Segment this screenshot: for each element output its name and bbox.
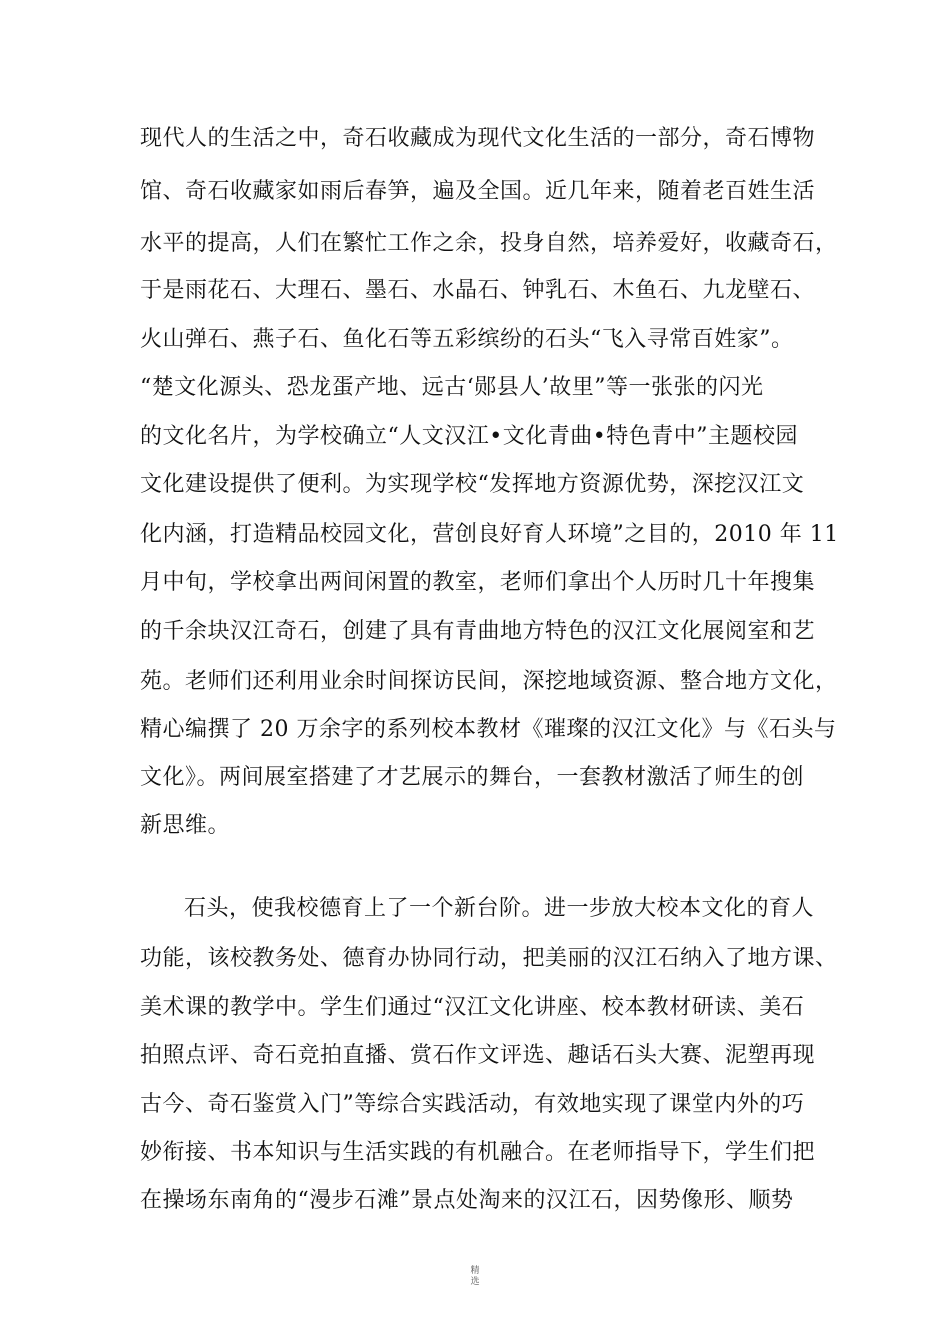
paragraph-line: 的文化名片，为学校确立“人文汉江•文化青曲•特色青中”主题校园 <box>140 424 798 449</box>
paragraph-line: 功能，该校教务处、德育办协同行动，把美丽的汉江石纳入了地方课、 <box>140 946 838 971</box>
paragraph-line: 在操场东南角的“漫步石滩”景点处淘来的汉江石，因势像形、顺势 <box>140 1188 794 1213</box>
paragraph-line: 的千余块汉江奇石，创建了具有青曲地方特色的汉江文化展阅室和艺 <box>140 619 816 644</box>
paragraph-line: “楚文化源头、恐龙蛋产地、远古‘郧县人’故里”等一张张的闪光 <box>140 375 764 400</box>
paragraph-line: 妙衔接、书本知识与生活实践的有机融合。在老师指导下，学生们把 <box>140 1140 816 1165</box>
footer-mark-line-2: 选 <box>470 1277 480 1287</box>
paragraph-line: 精心编撰了 20 万余字的系列校本教材《璀璨的汉江文化》与《石头与 <box>140 717 837 742</box>
paragraph-line: 月中旬，学校拿出两间闲置的教室，老师们拿出个人历时几十年搜集 <box>140 570 816 595</box>
paragraph-line: 美术课的教学中。学生们通过“汉江文化讲座、校本教材研读、美石 <box>140 995 805 1020</box>
paragraph-line: 现代人的生活之中，奇石收藏成为现代文化生活的一部分，奇石博物 <box>140 126 816 151</box>
paragraph-line: 于是雨花石、大理石、墨石、水晶石、钟乳石、木鱼石、九龙壁石、 <box>140 278 816 303</box>
footer-mark-line-1: 精 <box>470 1266 480 1276</box>
paragraph-line: 火山弹石、燕子石、鱼化石等五彩缤纷的石头“飞入寻常百姓家”。 <box>140 327 794 352</box>
paragraph-line: 新思维。 <box>140 813 231 838</box>
paragraph-line: 文化》。两间展室搭建了才艺展示的舞台，一套教材激活了师生的创 <box>140 765 805 790</box>
paragraph-line: 水平的提高，人们在繁忙工作之余，投身自然，培养爱好，收藏奇石， <box>140 231 838 256</box>
paragraph-line: 文化建设提供了便利。为实现学校“发挥地方资源优势，深挖汉江文 <box>140 472 805 497</box>
paragraph-line: 苑。老师们还利用业余时间探访民间，深挖地域资源、整合地方文化， <box>140 669 838 694</box>
paragraph-line: 石头，使我校德育上了一个新台阶。进一步放大校本文化的育人 <box>184 896 815 921</box>
paragraph-line: 古今、奇石鉴赏入门”等综合实践活动，有效地实现了课堂内外的巧 <box>140 1092 805 1117</box>
paragraph-line: 拍照点评、奇石竞拍直播、赏石作文评选、趣话石头大赛、泥塑再现 <box>140 1043 816 1068</box>
paragraph-line: 化内涵，打造精品校园文化，营创良好育人环境”之目的，2010 年 11 <box>140 522 839 547</box>
paragraph-line: 馆、奇石收藏家如雨后春笋，遍及全国。近几年来，随着老百姓生活 <box>140 179 816 204</box>
